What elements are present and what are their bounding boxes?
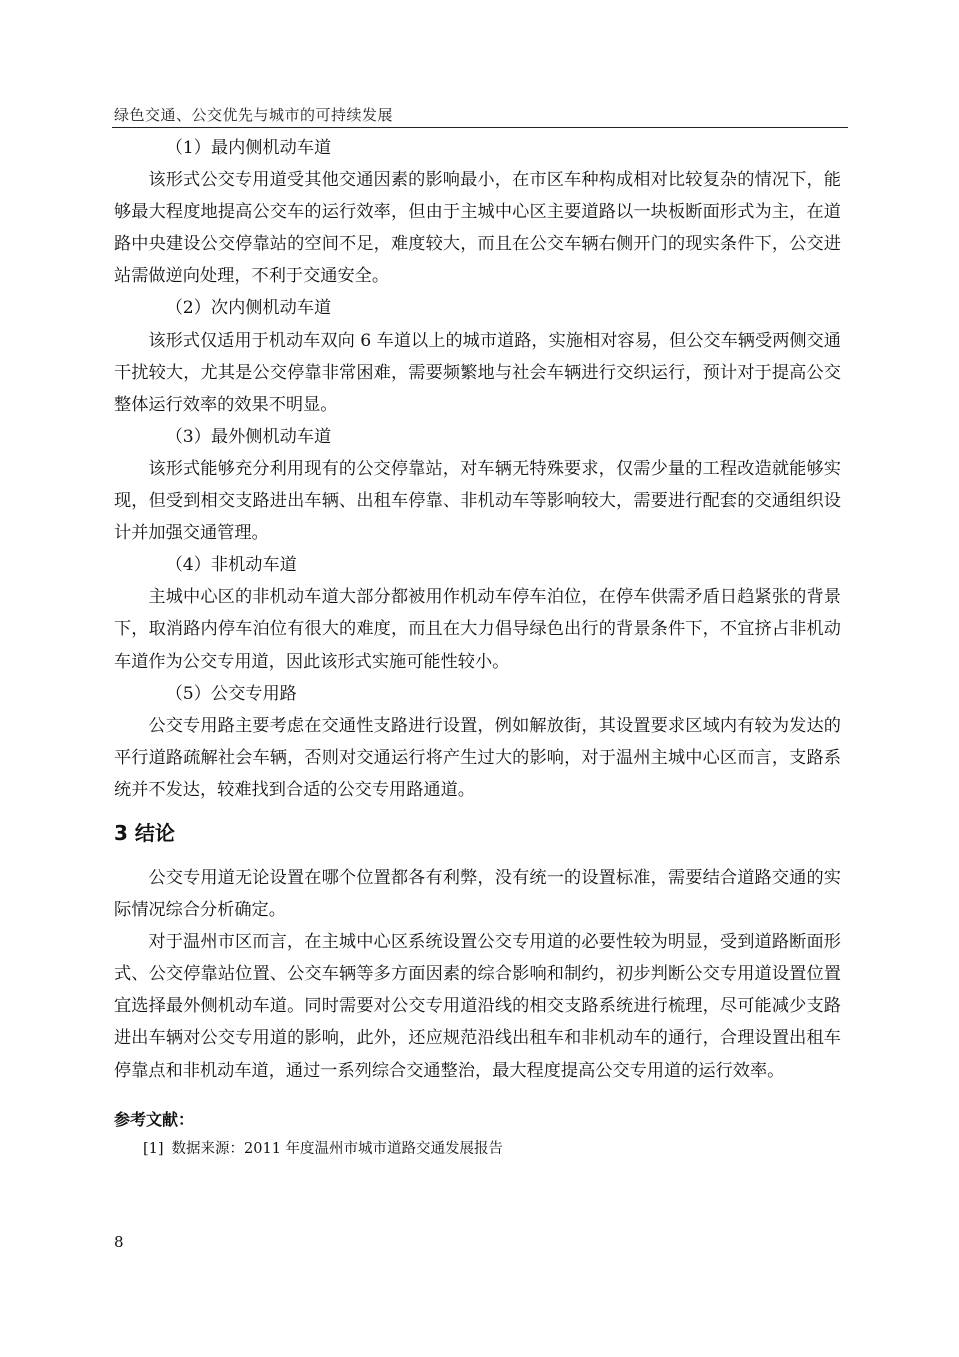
item-2-heading: （2）次内侧机动车道 (165, 298, 332, 319)
body-text (114, 132, 841, 1161)
page-number: 8 (114, 1233, 124, 1251)
item-4-paragraph: 主城中心区的非机动车道大部分都被用作机动车停车泊位，在停车供需矛盾日趋紧张的背景下，取消路内停车泊位有很大的难度，而且在大力倡导绿色出行的背景条件下，不宜挤占非机动车道作为公交专用道，因此该形式实施可能性较小。 (114, 587, 841, 672)
header-rule (112, 127, 848, 128)
item-1-heading: （1）最内侧机动车道 (165, 138, 332, 158)
item-1-paragraph: 该形式公交专用道受其他交通因素的影响最小，在市区车种构成相对比较复杂的情况下，能够最大程度地提高公交车的运行效率，但由于主城中心区主要道路以一块板断面形式为主，在道路中央建设公交停靠站的空间不足，难度较大，而且在公交车辆右侧开门的现实条件下，公交进站需做逆向处理，不利于交通安全。 (114, 170, 841, 287)
running-head: 绿色交通、公交优先与城市的可持续发展 (114, 106, 394, 124)
item-4-heading: （4）非机动车道 (165, 555, 297, 576)
item-2-paragraph: 该形式仅适用于机动车双向 6 车道以上的城市道路，实施相对容易，但公交车辆受两侧交通干扰较大，尤其是公交停靠非常困难，需要频繁地与社会车辆进行交织运行，预计对于提高公交整体运行效率的效果不明显。 (114, 330, 841, 415)
conclusion-paragraph-2: 对于温州市区而言，在主城中心区系统设置公交专用道的必要性较为明显，受到道路断面形式、公交停靠站位置、公交车辆等多方面因素的综合影响和制约，初步判断公交专用道设置位置宜选择最外侧机动车道。同时需要对公交专用道沿线的相交支路系统进行梳理，尽可能减少支路进出车辆对公交专用道的影响，此外，还应规范沿线出租车和非机动车的通行，合理设置出租车停靠点和非机动车道，通过一系列综合交通整治，最大程度提高公交专用道的运行效率。 (114, 932, 841, 1081)
item-5-paragraph: 公交专用路主要考虑在交通性支路进行设置，例如解放街，其设置要求区域内有较为发达的平行道路疏解社会车辆，否则对交通运行将产生过大的影响，对于温州主城中心区而言，支路系统并不发达，较难找到合适的公交专用路通道。 (114, 715, 841, 800)
conclusion-heading: 3 结论 (114, 820, 175, 845)
item-3-paragraph: 该形式能够充分利用现有的公交停靠站，对车辆无特殊要求，仅需少量的工程改造就能够实现，但受到相交支路进出车辆、出租车停靠、非机动车等影响较大，需要进行配套的交通组织设计并加强交通管理。 (114, 458, 841, 544)
references-heading: 参考文献： (114, 1109, 195, 1129)
reference-text: 数据来源：2011 年度温州市城市道路交通发展报告 (171, 1140, 504, 1157)
item-5-heading: （5）公交专用路 (165, 683, 297, 704)
reference-item (114, 1137, 841, 1161)
conclusion-paragraph-1: 公交专用道无论设置在哪个位置都各有利弊，没有统一的设置标准，需要结合道路交通的实际情况综合分析确定。 (114, 867, 841, 921)
reference-number: [1] (143, 1140, 164, 1157)
item-3-heading: （3）最外侧机动车道 (165, 426, 332, 447)
